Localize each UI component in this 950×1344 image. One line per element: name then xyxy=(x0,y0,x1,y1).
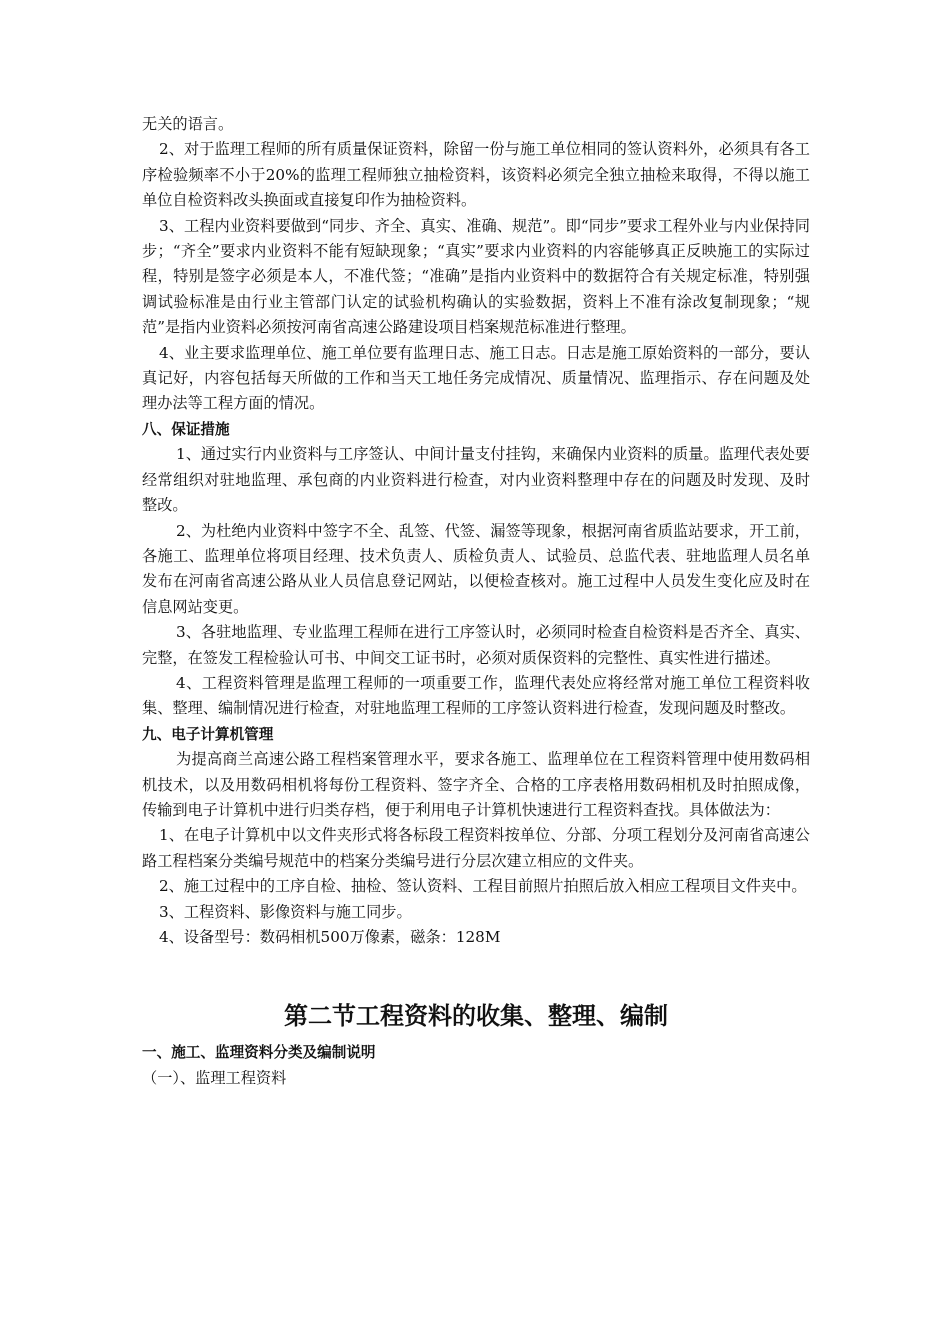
section9-item-1: 1、在电子计算机中以文件夹形式将各标段工程资料按单位、分部、分项工程划分及河南省高速公路工程档案分类编号规范中的档案分类编号进行分层次建立相应的文件夹。 xyxy=(142,826,810,870)
paragraph-item-2: 2、对于监理工程师的所有质量保证资料，除留一份与施工单位相同的签认资料外，必须具有各工序检验频率不小于20%的监理工程师独立抽检资料，该资料必须完全独立抽检来取得，不得以施工单位自检资料改头换面或直接复印作为抽检资料。 xyxy=(142,140,810,210)
paragraph-item-3: 3、工程内业资料要做到“同步、齐全、真实、准确、规范”。即“同步”要求工程外业与内业保持同步；“齐全”要求内业资料不能有短缺现象；“真实”要求内业资料的内容能够真正反映施工的实际过程，特别是签字必须是本人，不准代签；“准确”是指内业资料中的数据符合有关规定标准，特别强调试验标准是由行业主管部门认定的试验机构确认的实验数据，资料上不准有涂改复制现象；“规范”是指内业资料必须按河南省高速公路建设项目档案规范标准进行整理。 xyxy=(142,216,810,337)
paragraph-continuation: 无关的语言。 xyxy=(142,115,234,133)
section-heading-9: 九、电子计算机管理 xyxy=(142,725,274,743)
section8-item-3: 3、各驻地监理、专业监理工程师在进行工序签认时，必须同时检查自检资料是否齐全、真实、完整，在签发工程检验认可书、中间交工证书时，必须对质保资料的完整性、真实性进行描述。 xyxy=(142,623,810,667)
section8-item-4: 4、工程资料管理是监理工程师的一项重要工作，监理代表处应将经常对施工单位工程资料收集、整理、编制情况进行检查，对驻地监理工程师的工序签认资料进行检查，发现问题及时整改。 xyxy=(142,673,810,718)
section8-item-2: 2、为杜绝内业资料中签字不全、乱签、代签、漏签等现象，根据河南省质监站要求，开工前，各施工、监理单位将项目经理、技术负责人、质检负责人、试验员、总监代表、驻地监理人员名单发布在河南省高速公路从业人员信息登记网站，以便检查核对。施工过程中人员发生变化应及时在信息网站变更。 xyxy=(142,521,810,616)
section9-item-2: 2、施工过程中的工序自检、抽检、签认资料、工程目前照片拍照后放入相应工程项目文件夹中。 xyxy=(159,877,807,896)
subsection-item: （一）、监理工程资料 xyxy=(142,1068,287,1087)
section-title: 第二节工程资料的收集、整理、编制 xyxy=(284,1002,668,1031)
document-page xyxy=(142,112,810,1091)
section9-item-3: 3、工程资料、影像资料与施工同步。 xyxy=(159,902,412,921)
section9-intro: 为提高商兰高速公路工程档案管理水平，要求各施工、监理单位在工程资料管理中使用数码相机技术，以及用数码相机将每份工程资料、签字齐全、合格的工序表格用数码相机及时拍照成像，传输到电子计算机中进行归类存档，便于利用电子计算机快速进行工程资料查找。具体做法为： xyxy=(142,750,810,819)
section9-item-4: 4、设备型号：数码相机500万像素，磁条：128M xyxy=(159,928,501,946)
paragraph-item-4: 4、业主要求监理单位、施工单位要有监理日志、施工日志。日志是施工原始资料的一部分，要认真记好，内容包括每天所做的工作和当天工地任务完成情况、质量情况、监理指示、存在问题及处理办法等工程方面的情况。 xyxy=(142,343,810,413)
section-heading-8: 八、保证措施 xyxy=(142,420,230,438)
subsection-heading: 一、施工、监理资料分类及编制说明 xyxy=(142,1044,376,1062)
section8-item-1: 1、通过实行内业资料与工序签认、中间计量支付挂钩，来确保内业资料的质量。监理代表处要经常组织对驻地监理、承包商的内业资料进行检查，对内业资料整理中存在的问题及时发现、及时整改。 xyxy=(142,445,810,515)
spacer xyxy=(142,950,810,996)
